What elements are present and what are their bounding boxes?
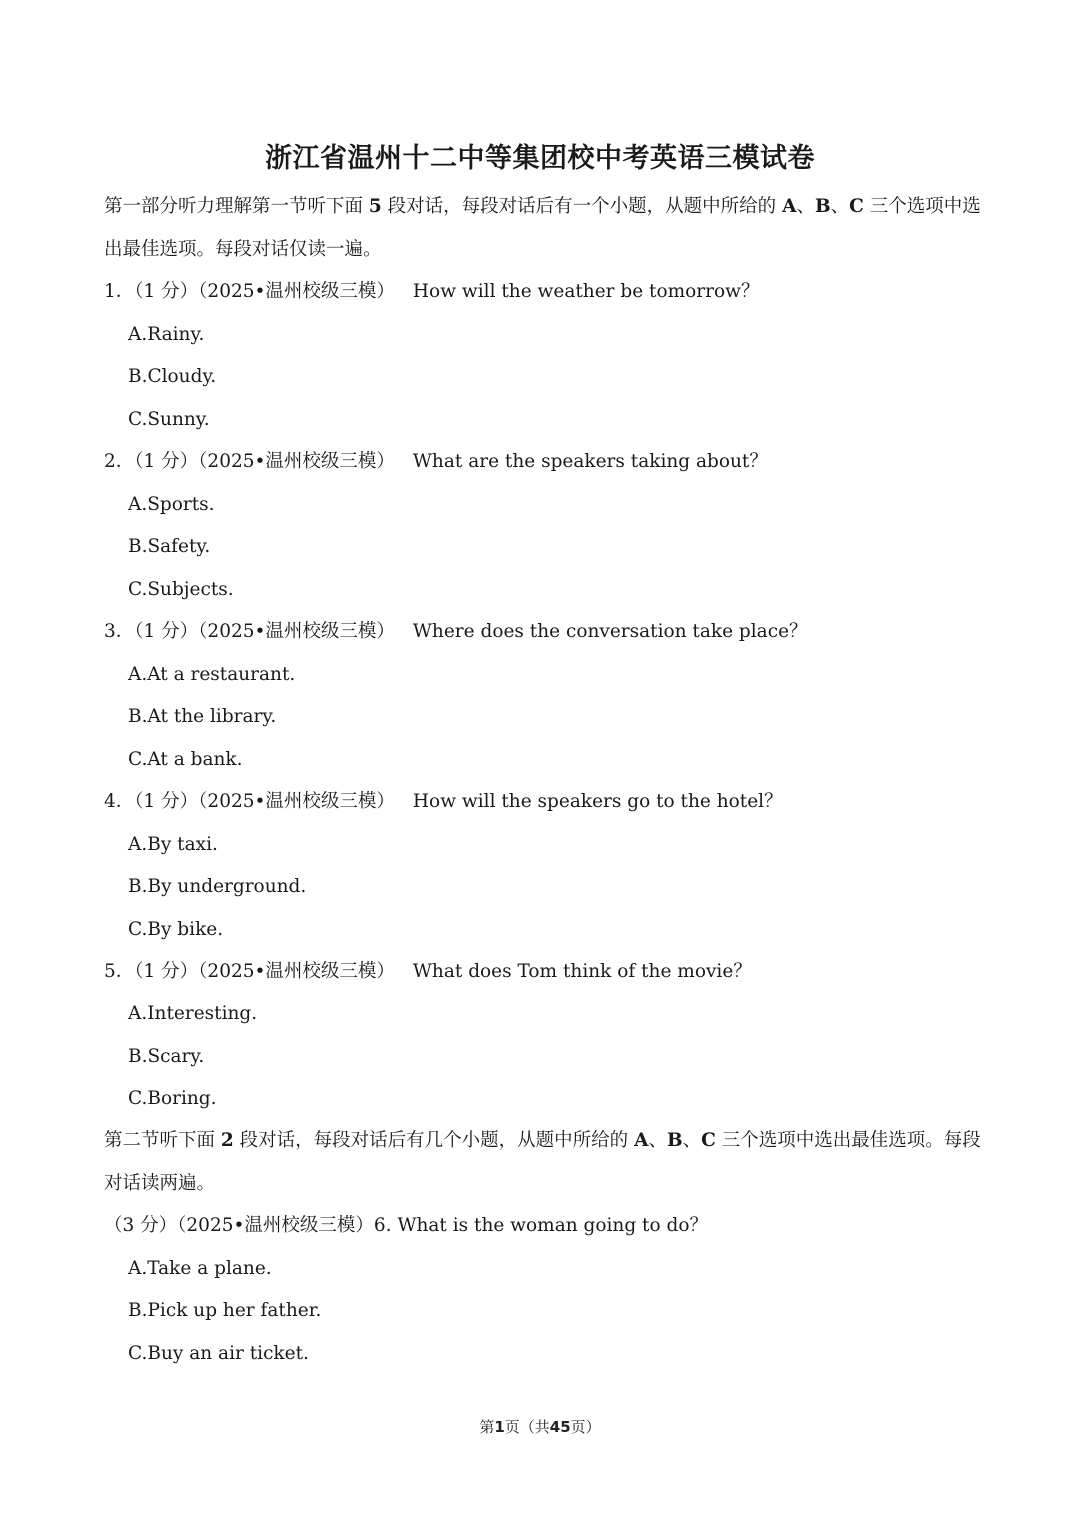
question-4-option-a: A.By taxi. [128, 834, 218, 855]
section-1-option-b-letter: B [814, 196, 831, 217]
question-4 [104, 790, 984, 814]
section-1-text-b: 段对话，每段对话后有一个小题，从题中所给的 [387, 196, 777, 217]
footer-suffix: 页） [570, 1418, 601, 1436]
question-3-option-c: C.At a bank. [128, 749, 243, 770]
question-6-text: 6. What is the woman going to do？ [373, 1215, 708, 1236]
section-2-separator-2: 、 [682, 1130, 702, 1151]
question-6-option-a: A.Take a plane. [128, 1258, 272, 1279]
question-3-meta: 3．（1 分）（2025•温州校级三模） [104, 621, 395, 642]
question-6-meta: （3 分）（2025•温州校级三模） [104, 1215, 374, 1236]
question-3 [104, 620, 984, 644]
question-5-text: What does Tom think of the movie？ [412, 961, 752, 982]
question-2-option-c: C.Subjects. [128, 579, 234, 600]
question-2-option-b: B.Safety. [128, 536, 211, 557]
section-1-separator-2: 、 [830, 196, 850, 217]
question-1 [104, 280, 984, 304]
question-6-option-c: C.Buy an air ticket. [128, 1343, 309, 1364]
question-5-option-a: A.Interesting. [128, 1003, 258, 1024]
section-2-option-a-letter: A [634, 1130, 649, 1151]
section-1-text-a: 第一部分听力理解第一节听下面 [104, 196, 364, 217]
question-6 [104, 1214, 984, 1238]
section-1-option-a-letter: A [782, 196, 797, 217]
section-1-option-c-letter: C [849, 196, 864, 217]
section-1-count: 5 [368, 196, 382, 217]
section-2-separator-1: 、 [648, 1130, 667, 1151]
question-4-option-b: B.By underground. [128, 876, 307, 897]
section-2-text-c: 三个选项中选出最佳选项。每段对话读两遍。 [104, 1130, 981, 1194]
page-title: 浙江省温州十二中等集团校中考英语三模试卷 [265, 143, 815, 174]
footer-total-pages: 45 [549, 1418, 571, 1436]
question-5-meta: 5．（1 分）（2025•温州校级三模） [104, 961, 395, 982]
question-5-option-c: C.Boring. [128, 1088, 217, 1109]
question-3-option-b: B.At the library. [128, 706, 277, 727]
question-5-option-b: B.Scary. [128, 1046, 205, 1067]
section-1-text-c: 三个选项中选出最佳选项。每段对话仅读一遍。 [104, 196, 981, 260]
question-4-text: How will the speakers go to the hotel？ [412, 791, 783, 812]
question-3-text: Where does the conversation take place？ [412, 621, 808, 642]
question-5 [104, 960, 984, 984]
question-4-option-c: C.By bike. [128, 919, 224, 940]
question-1-option-b: B.Cloudy. [128, 366, 217, 387]
footer-prefix: 第 [479, 1418, 495, 1436]
footer-mid: 页（共 [504, 1418, 550, 1436]
section-2-instructions [104, 1119, 984, 1205]
section-2-option-c-letter: C [701, 1130, 716, 1151]
section-2-text-a: 第二节听下面 [104, 1130, 216, 1151]
question-1-meta: 1．（1 分）（2025•温州校级三模） [104, 281, 395, 302]
section-2-text-b: 段对话，每段对话后有几个小题，从题中所给的 [239, 1130, 629, 1151]
question-6-option-b: B.Pick up her father. [128, 1300, 322, 1321]
question-2-text: What are the speakers taking about？ [412, 451, 768, 472]
page-footer [0, 1416, 1080, 1437]
question-1-option-c: C.Sunny. [128, 409, 210, 430]
question-1-text: How will the weather be tomorrow？ [412, 281, 760, 302]
question-2-meta: 2．（1 分）（2025•温州校级三模） [104, 451, 395, 472]
section-1-instructions [104, 185, 984, 271]
section-2-option-b-letter: B [666, 1130, 683, 1151]
question-1-option-a: A.Rainy. [128, 324, 205, 345]
footer-page-number: 1 [494, 1418, 505, 1436]
question-2-option-a: A.Sports. [128, 494, 215, 515]
question-3-option-a: A.At a restaurant. [128, 664, 296, 685]
question-4-meta: 4．（1 分）（2025•温州校级三模） [104, 791, 395, 812]
question-2 [104, 450, 984, 474]
section-1-separator-1: 、 [796, 196, 815, 217]
section-2-count: 2 [220, 1130, 234, 1151]
